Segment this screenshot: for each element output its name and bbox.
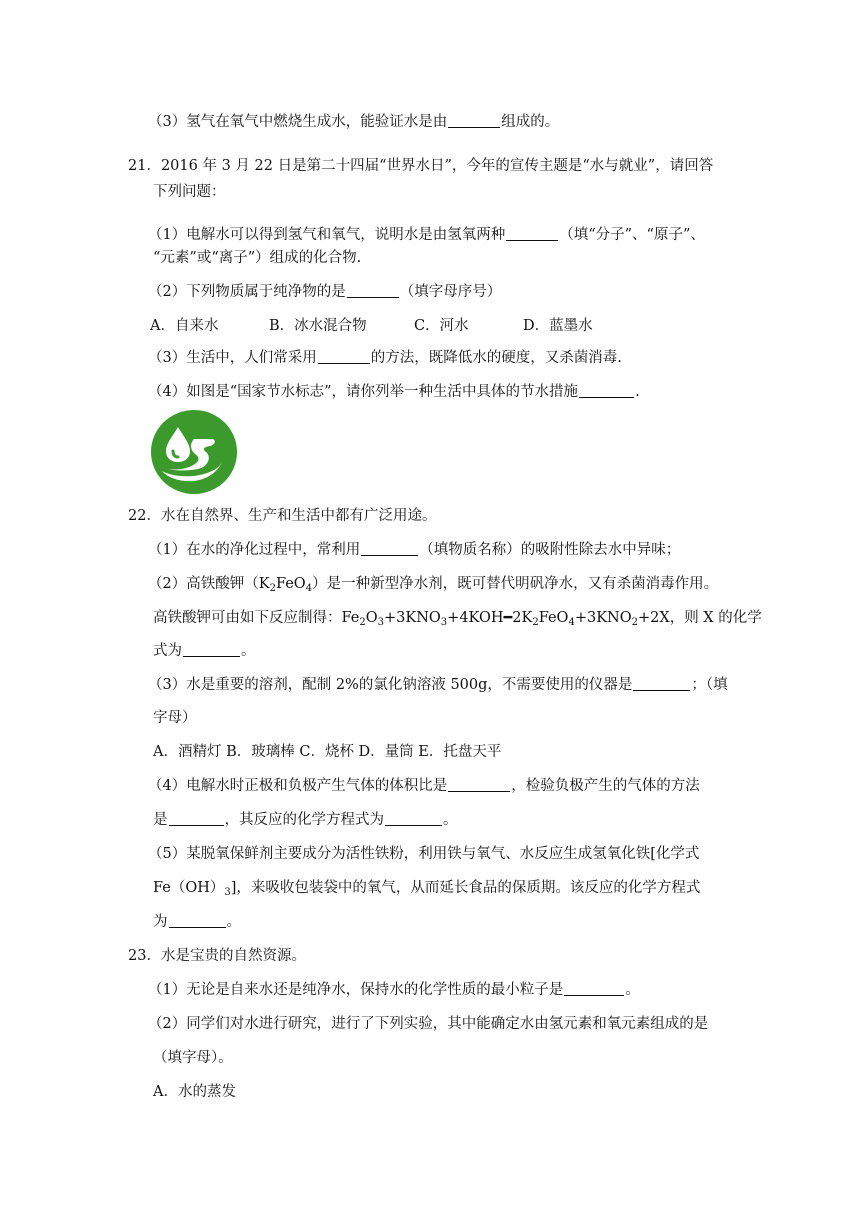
q22-part5-line2: $Fe(OH)_3$]，来吸收包装袋中的氧气，从而延长食品的保质期。该反应的化学方程式 <box>153 880 701 898</box>
q21-part1-line2: “元素”或“离子”）组成的化合物. <box>153 250 362 266</box>
water-saving-logo-icon <box>150 409 238 495</box>
answer-blank[interactable] <box>633 676 690 691</box>
q22-part2-line2: 高铁酸钾可由如下反应制得：$Fe_2O_3+3KNO_3+4KOH━2K_2FeO_4+3KNO_2+2X$，则 X 的化学 <box>153 609 762 628</box>
answer-blank[interactable] <box>183 642 240 657</box>
q23-stem: 23．水是宝贵的自然资源。 <box>128 948 306 964</box>
q23-part2-line1: （2）同学们对水进行研究，进行了下列实验，其中能确定水由氢元素和氧元素组成的是 <box>148 1016 709 1032</box>
q22-part2-line1: （2）高铁酸钾$(K_2FeO_4)$是一种新型净水剂，既可替代明矾净水，又有杀菌消毒作用。 <box>148 576 719 594</box>
q22-part5-line3: 为 。 <box>153 914 241 930</box>
q23-part1: （1）无论是自来水还是纯净水，保持水的化学性质的最小粒子是 。 <box>148 982 640 998</box>
answer-blank[interactable] <box>361 541 418 556</box>
q21-part3: （3）生活中，人们常采用 的方法，既降低水的硬度，又杀菌消毒. <box>148 350 622 366</box>
q21-part2: （2）下列物质属于纯净物的是 （填字母序号） <box>148 284 502 300</box>
q22-part3-options: A．酒精灯 B．玻璃棒 C．烧杯 D．量筒 E．托盘天平 <box>153 744 502 760</box>
q22-part5-line1: （5）某脱氧保鲜剂主要成分为活性铁粉，利用铁与氧气、水反应生成氢氧化铁[化学式 <box>148 846 700 862</box>
q21-part1-line1: （1）电解水可以得到氢气和氧气，说明水是由氢氧两种 （填“分子”、“原子”、 <box>148 227 705 243</box>
option-c: C．河水 <box>414 318 469 334</box>
q21-stem-line2: 下列问题： <box>153 184 226 200</box>
answer-blank[interactable] <box>347 283 399 298</box>
q23-option-a: A．水的蒸发 <box>153 1084 236 1100</box>
q22-part2-line3: 式为 。 <box>153 643 256 659</box>
q22-part3-line2: 字母） <box>153 710 197 726</box>
answer-blank[interactable] <box>385 811 442 826</box>
q22-stem: 22．水在自然界、生产和生活中都有广泛用途。 <box>128 508 437 524</box>
q23-part2-line2: （填字母）。 <box>153 1050 233 1066</box>
answer-blank[interactable] <box>169 811 224 826</box>
q22-part1: （1）在水的净化过程中，常利用 （填物质名称）的吸附性除去水中异味； <box>148 542 681 558</box>
option-b: B．冰水混合物 <box>269 318 367 334</box>
answer-blank[interactable] <box>579 383 634 398</box>
option-a: A．自来水 <box>150 318 219 334</box>
answer-blank[interactable] <box>448 113 500 128</box>
answer-blank[interactable] <box>169 913 226 928</box>
q22-part3-line1: （3）水是重要的溶剂，配制 2%的氯化钠溶液 500g，不需要使用的仪器是 ；（填 <box>148 677 728 693</box>
answer-blank[interactable] <box>448 777 510 792</box>
option-d: D．蓝墨水 <box>523 318 593 334</box>
q22-part4-line1: （4）电解水时正极和负极产生气体的体积比是 ，检验负极产生的气体的方法 <box>148 778 700 794</box>
q21-part4: （4）如图是“国家节水标志”，请你列举一种生活中具体的节水措施 . <box>148 384 640 400</box>
q20-part3: （3）氢气在氧气中燃烧生成水，能验证水是由 组成的。 <box>148 114 560 130</box>
answer-blank[interactable] <box>506 226 558 241</box>
q21-stem-line1: 21．2016 年 3 月 22 日是第二十四届“世界水日”，今年的宣传主题是“水与就业”，请回答 <box>128 158 714 174</box>
q22-part4-line2: 是 ，其反应的化学方程式为 。 <box>153 812 458 828</box>
answer-blank[interactable] <box>318 349 370 364</box>
answer-blank[interactable] <box>564 981 624 996</box>
